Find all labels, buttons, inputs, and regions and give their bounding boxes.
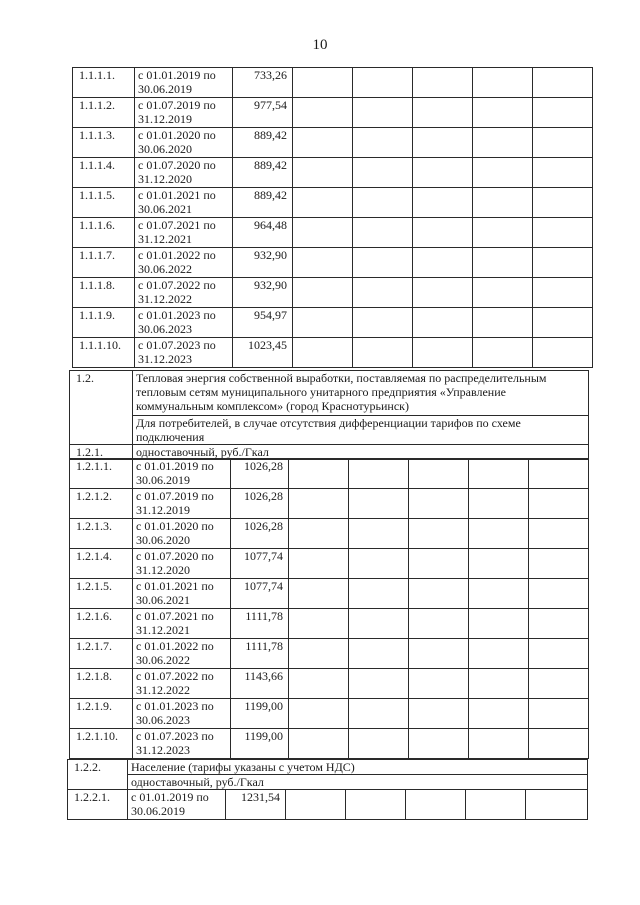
row-value: 889,42 [233,188,293,218]
table-row [70,669,589,699]
row-value: 1026,28 [231,459,289,489]
empty-cell [289,489,349,519]
empty-cell [293,248,353,278]
empty-cell [409,549,469,579]
row-code: 1.2.1.5. [70,579,133,609]
empty-cell [293,188,353,218]
empty-cell [473,338,533,368]
empty-cell [349,669,409,699]
row-period: с 01.01.2022 по 30.06.2022 [133,639,231,669]
table-row [70,579,589,609]
empty-cell [349,729,409,759]
row-period: с 01.01.2023 по 30.06.2023 [133,699,231,729]
empty-cell [413,338,473,368]
row-code: 1.2.2.1. [68,790,128,820]
empty-cell [409,489,469,519]
table-row [70,639,589,669]
empty-cell [533,218,593,248]
row-value: 733,26 [233,68,293,98]
empty-cell [349,609,409,639]
table-row [73,98,593,128]
table-row [70,609,589,639]
empty-cell [473,188,533,218]
empty-cell [409,459,469,489]
row-code: 1.2.1.7. [70,639,133,669]
row-code: 1.1.1.4. [73,158,135,188]
empty-cell [469,519,529,549]
empty-cell [533,338,593,368]
empty-cell [349,489,409,519]
row-period: с 01.07.2020 по 31.12.2020 [135,158,233,188]
row-code: 1.1.1.6. [73,218,135,248]
row-code: 1.1.1.7. [73,248,135,278]
empty-cell [349,699,409,729]
empty-cell [353,218,413,248]
empty-cell [349,519,409,549]
row-period: с 01.01.2023 по 30.06.2023 [135,308,233,338]
empty-cell [409,639,469,669]
row-value: 889,42 [233,128,293,158]
empty-cell [413,158,473,188]
empty-cell [469,699,529,729]
table-row [70,549,589,579]
empty-cell [349,549,409,579]
table-row [68,790,588,820]
empty-cell [353,338,413,368]
subsection-code: 1.2.1. [70,445,133,460]
empty-cell [533,128,593,158]
row-period: с 01.07.2021 по 31.12.2021 [135,218,233,248]
row-code: 1.1.1.9. [73,308,135,338]
row-code: 1.2.1.3. [70,519,133,549]
empty-cell [469,549,529,579]
row-period: с 01.01.2022 по 30.06.2022 [135,248,233,278]
empty-cell [289,729,349,759]
empty-cell [289,519,349,549]
row-code: 1.2.1.2. [70,489,133,519]
row-code: 1.1.1.10. [73,338,135,368]
row-code: 1.2.1.8. [70,669,133,699]
row-period: с 01.07.2019 по 31.12.2019 [135,98,233,128]
empty-cell [413,278,473,308]
table-row [70,489,589,519]
row-value: 964,48 [233,218,293,248]
empty-cell [353,128,413,158]
table-row [70,519,589,549]
empty-cell [533,98,593,128]
empty-cell [409,609,469,639]
empty-cell [353,308,413,338]
row-code: 1.1.1.2. [73,98,135,128]
row-value: 1199,00 [231,729,289,759]
row-value: 889,42 [233,158,293,188]
row-period: с 01.01.2020 по 30.06.2020 [135,128,233,158]
row-period: с 01.07.2022 по 31.12.2022 [135,278,233,308]
empty-cell [349,639,409,669]
tariff-table-1-2-1 [69,458,589,759]
row-period: с 01.07.2019 по 31.12.2019 [133,489,231,519]
row-period: с 01.01.2021 по 30.06.2021 [135,188,233,218]
empty-cell [353,278,413,308]
empty-cell [353,68,413,98]
empty-cell [529,459,589,489]
table-row [70,699,589,729]
empty-cell [409,519,469,549]
empty-cell [289,639,349,669]
row-value: 932,90 [233,248,293,278]
empty-cell [409,579,469,609]
row-value: 1231,54 [226,790,286,820]
row-code: 1.2.1.10. [70,729,133,759]
empty-cell [409,669,469,699]
empty-cell [466,790,526,820]
table-row [73,188,593,218]
table-row [73,248,593,278]
row-value: 1023,45 [233,338,293,368]
row-value: 977,54 [233,98,293,128]
section-code: 1.2. [70,371,133,445]
empty-cell [473,278,533,308]
row-value: 1111,78 [231,639,289,669]
row-period: с 01.01.2019 по 30.06.2019 [135,68,233,98]
row-value: 1077,74 [231,579,289,609]
row-value: 1143,66 [231,669,289,699]
section-1-2-header [69,370,589,460]
table-row [73,128,593,158]
empty-cell [533,158,593,188]
row-value: 954,97 [233,308,293,338]
empty-cell [529,549,589,579]
row-period: с 01.01.2019 по 30.06.2019 [133,459,231,489]
empty-cell [413,188,473,218]
empty-cell [473,218,533,248]
row-code: 1.1.1.8. [73,278,135,308]
empty-cell [469,609,529,639]
empty-cell [293,338,353,368]
empty-cell [529,639,589,669]
section-1-2-2-title: Население (тарифы указаны с учетом НДС) [128,760,588,775]
table-row [70,729,589,759]
empty-cell [346,790,406,820]
table-row [73,68,593,98]
tariff-table-1-1-1 [72,67,593,368]
empty-cell [406,790,466,820]
empty-cell [293,98,353,128]
row-value: 1111,78 [231,609,289,639]
empty-cell [413,68,473,98]
row-period: с 01.07.2020 по 31.12.2020 [133,549,231,579]
empty-cell [289,579,349,609]
row-code: 1.2.1.1. [70,459,133,489]
empty-cell [533,278,593,308]
row-period: с 01.01.2021 по 30.06.2021 [133,579,231,609]
empty-cell [293,68,353,98]
empty-cell [473,308,533,338]
empty-cell [529,609,589,639]
empty-cell [293,308,353,338]
empty-cell [413,128,473,158]
row-value: 1077,74 [231,549,289,579]
empty-cell [469,729,529,759]
row-period: с 01.07.2022 по 31.12.2022 [133,669,231,699]
empty-cell [469,489,529,519]
empty-cell [473,68,533,98]
empty-cell [289,549,349,579]
section-subtitle: Для потребителей, в случае отсутствия дифференциации тарифов по схеме подключения [133,416,589,445]
empty-cell [469,669,529,699]
empty-cell [533,248,593,278]
empty-cell [289,459,349,489]
row-code: 1.2.1.9. [70,699,133,729]
empty-cell [529,729,589,759]
table-row [73,308,593,338]
empty-cell [293,128,353,158]
empty-cell [529,699,589,729]
empty-cell [413,308,473,338]
empty-cell [469,579,529,609]
row-code: 1.1.1.5. [73,188,135,218]
empty-cell [409,729,469,759]
empty-cell [529,669,589,699]
empty-cell [413,248,473,278]
row-value: 1199,00 [231,699,289,729]
empty-cell [349,579,409,609]
empty-cell [289,669,349,699]
row-value: 1026,28 [231,489,289,519]
empty-cell [473,128,533,158]
empty-cell [293,278,353,308]
empty-cell [293,158,353,188]
tariff-table-1-2-2 [67,789,588,820]
empty-cell [293,218,353,248]
table-row [73,338,593,368]
empty-cell [349,459,409,489]
empty-cell [526,790,588,820]
empty-cell [529,579,589,609]
row-period: с 01.01.2019 по 30.06.2019 [128,790,226,820]
empty-cell [286,790,346,820]
empty-cell [409,699,469,729]
empty-cell [473,98,533,128]
table-row [73,158,593,188]
empty-cell [473,158,533,188]
row-code: 1.1.1.3. [73,128,135,158]
empty-cell [353,188,413,218]
section-1-2-2-label: одноставочный, руб./Гкал [128,775,588,790]
page-number: 10 [312,37,328,53]
section-1-2-2-header [67,759,588,790]
row-period: с 01.07.2023 по 31.12.2023 [133,729,231,759]
empty-cell [533,188,593,218]
empty-cell [353,98,413,128]
table-row [73,278,593,308]
row-code: 1.2.1.6. [70,609,133,639]
empty-cell [529,489,589,519]
empty-cell [533,308,593,338]
empty-cell [353,248,413,278]
empty-cell [469,639,529,669]
row-code: 1.1.1.1. [73,68,135,98]
empty-cell [533,68,593,98]
empty-cell [529,519,589,549]
row-period: с 01.07.2021 по 31.12.2021 [133,609,231,639]
table-row [70,459,589,489]
table-row [73,218,593,248]
empty-cell [469,459,529,489]
row-period: с 01.07.2023 по 31.12.2023 [135,338,233,368]
section-1-2-2-code: 1.2.2. [68,760,128,790]
empty-cell [289,699,349,729]
empty-cell [413,98,473,128]
row-value: 1026,28 [231,519,289,549]
row-value: 932,90 [233,278,293,308]
section-title: Тепловая энергия собственной выработки, поставляемая по распределительным тепловым сетям муниципального унитарного предприятия «Управление коммунальным комплексом» (город Краснотурьинск) [133,371,589,416]
row-code: 1.2.1.4. [70,549,133,579]
empty-cell [413,218,473,248]
empty-cell [473,248,533,278]
subsection-label: одноставочный, руб./Гкал [133,445,589,460]
empty-cell [289,609,349,639]
empty-cell [353,158,413,188]
row-period: с 01.01.2020 по 30.06.2020 [133,519,231,549]
